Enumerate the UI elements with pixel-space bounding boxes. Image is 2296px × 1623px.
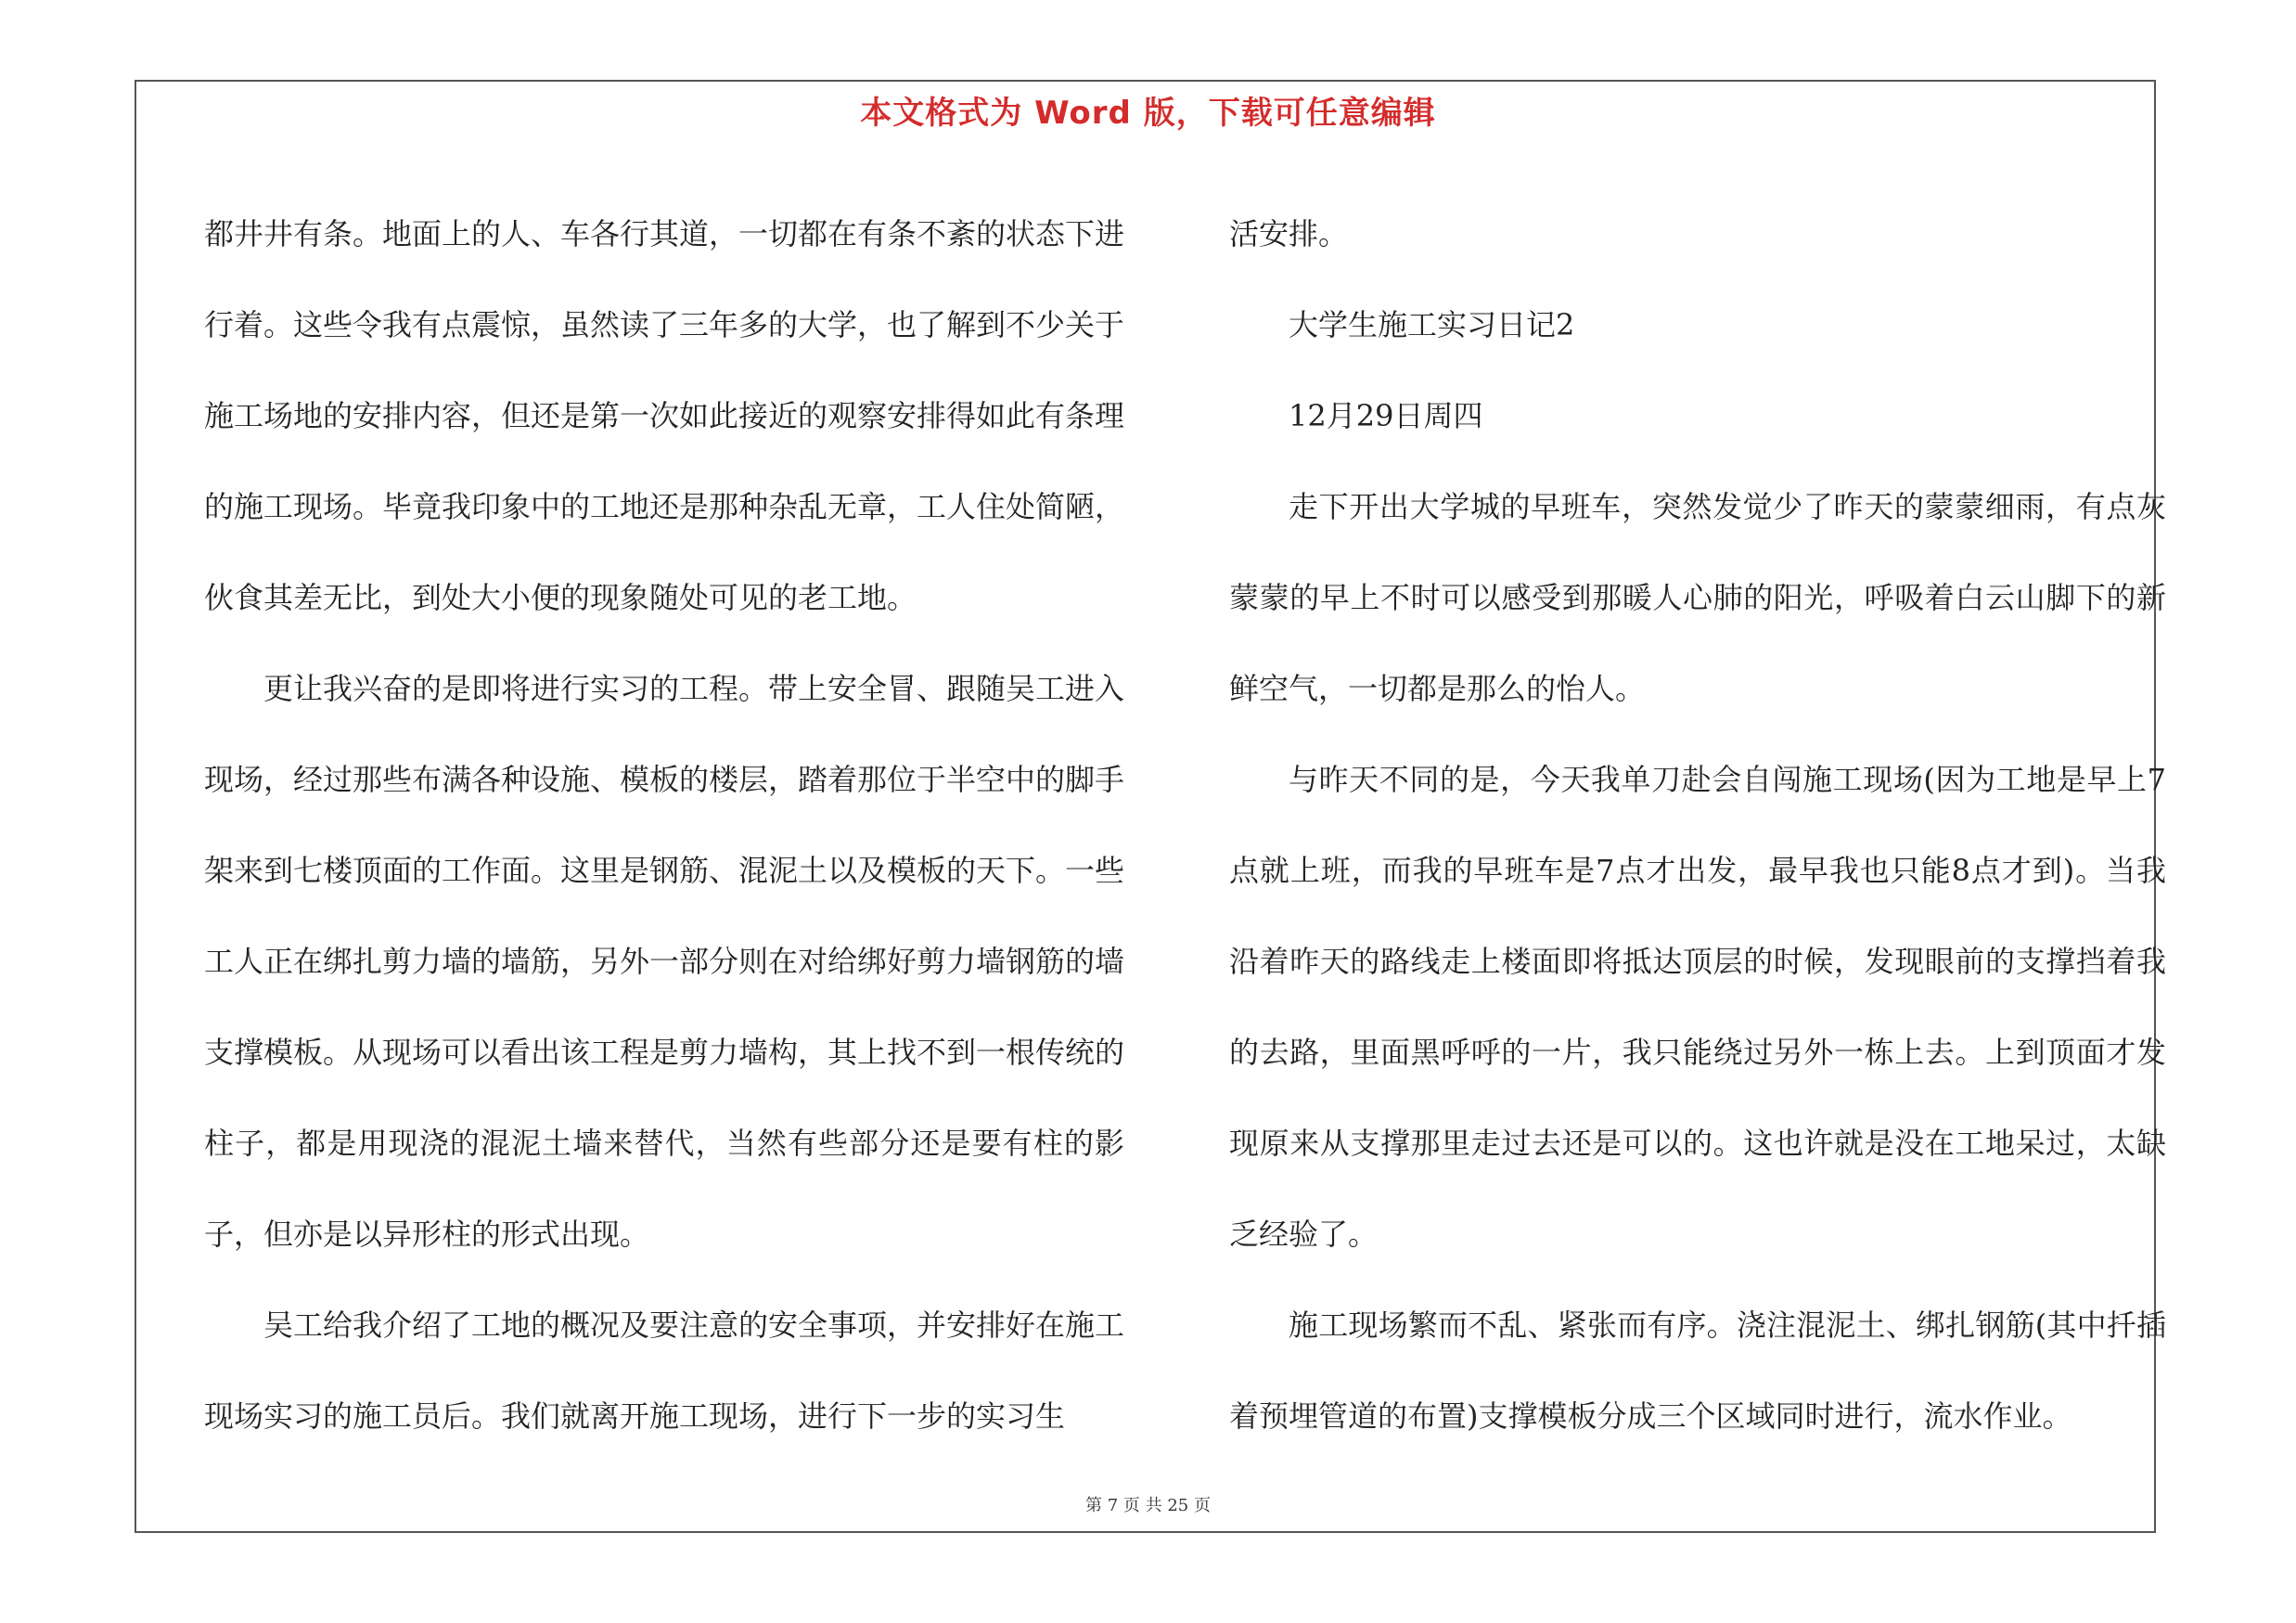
left-paragraph-1: 都井井有条。地面上的人、车各行其道，一切都在有条不紊的状态下进行着。这些令我有点震惊，虽然读了三年多的大学，也了解到不少关于施工场地的安排内容，但还是第一次如此接近的观察安排得如此有条理的施工现场。毕竟我印象中的工地还是那种杂乱无章，工人住处简陋，伙食其差无比，到处大小便的现象随处可见的老工地。 [204, 216, 1125, 615]
page-number: 第 7 页 共 25 页 [1085, 1496, 1211, 1515]
diary-date: 12月29日周四 [1289, 398, 1483, 433]
right-paragraph-6: 施工现场繁而不乱、紧张而有序。浇注混泥土、绑扎钢筋(其中扦插着预埋管道的布置)支撑模板分成三个区域同时进行，流水作业。 [1229, 1307, 2166, 1434]
left-paragraph-2: 更让我兴奋的是即将进行实习的工程。带上安全冒、跟随吴工进入现场，经过那些布满各种设施、模板的楼层，踏着那位于半空中的脚手架来到七楼顶面的工作面。这里是钢筋、混泥土以及模板的天下。一些工人正在绑扎剪力墙的墙筋，另外一部分则在对给绑好剪力墙钢筋的墙支撑模板。从现场可以看出该工程是剪力墙构，其上找不到一根传统的柱子，都是用现浇的混泥土墙来替代，当然有些部分还是要有柱的影子，但亦是以异形柱的形式出现。 [204, 671, 1125, 1252]
right-paragraph-5: 与昨天不同的是，今天我单刀赴会自闯施工现场(因为工地是早上7点就上班，而我的早班车是7点才出发，最早我也只能8点才到)。当我沿着昨天的路线走上楼面即将抵达顶层的时候，发现眼前的支撑挡着我的去路，里面黑呼呼的一片，我只能绕过另外一栋上去。上到顶面才发现原来从支撑那里走过去还是可以的。这也许就是没在工地呆过，太缺乏经验了。 [1229, 762, 2166, 1252]
right-paragraph-1: 活安排。 [1229, 216, 1349, 251]
left-column [204, 188, 1124, 1462]
right-column [1229, 188, 2166, 1462]
right-paragraph-4: 走下开出大学城的早班车，突然发觉少了昨天的蒙蒙细雨，有点灰蒙蒙的早上不时可以感受到那暖人心肺的阳光，呼吸着白云山脚下的新鲜空气，一切都是那么的怡人。 [1229, 489, 2166, 706]
left-paragraph-3: 吴工给我介绍了工地的概况及要注意的安全事项，并安排好在施工现场实习的施工员后。我们就离开施工现场，进行下一步的实习生 [204, 1307, 1125, 1434]
word-format-banner: 本文格式为 Word 版，下载可任意编辑 [860, 95, 1436, 132]
diary-title: 大学生施工实习日记2 [1289, 307, 1575, 342]
